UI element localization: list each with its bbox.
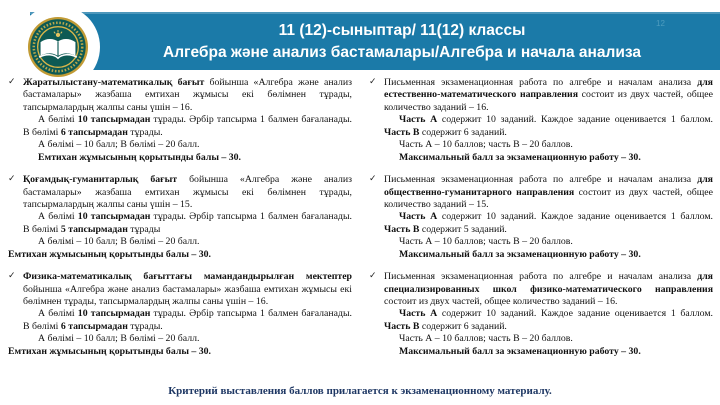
paragraph: Максимальный балл за экзаменационную работу – 30. (399, 248, 641, 260)
slide-title-line1: 11 (12)-сыныптар/ 11(12) классы (278, 22, 526, 39)
paragraph: Физика-математикалық бағыттағы мамандандырылған мектептер бойынша «Алгебра және анализ бастамалары» жазбаша емтихан жұмысы екі бөлімнен тұрады, тапсырмалардың жалпы саны үшін – 16. (23, 271, 352, 307)
header-banner (30, 12, 720, 70)
paragraph: А бөлімі – 10 балл; В бөлімі – 20 балл. (38, 333, 200, 345)
slide-title-line2: Алгебра және анализ бастамалары/Алгебра и начала анализа (163, 44, 641, 61)
paragraph: Часть А содержит 10 заданий. Каждое задание оценивается 1 баллом. Часть В содержит 5 заданий. (384, 211, 713, 235)
paragraph: Письменная экзаменационная работа по алгебре и началам анализа для общественно-гуманитарного направления состоит из двух частей, общее количество заданий – 15. (384, 174, 713, 210)
paragraph: А бөлімі – 10 балл; В бөлімі – 20 балл. (38, 236, 200, 248)
paragraph: Емтихан жұмысының қорытынды балы – 30. (38, 151, 242, 163)
paragraph: Максимальный балл за экзаменационную работу – 30. (399, 151, 641, 163)
check-bullet-icon: ✓ (369, 77, 377, 87)
paragraph: Часть А содержит 10 заданий. Каждое задание оценивается 1 баллом. Часть В содержит 6 заданий. (384, 308, 713, 332)
paragraph: А бөлімі 10 тапсырмадан тұрады. Әрбір тапсырма 1 балмен бағаланады. В бөлімі 6 тапсырмадан тұрады. (23, 308, 352, 332)
paragraph: Часть А – 10 баллов; часть В – 20 баллов. (399, 333, 573, 345)
footer-note: Критерий выставления баллов прилагается к экзаменационному материалу. (168, 385, 552, 397)
text-block (369, 77, 713, 164)
paragraph: Часть А содержит 10 заданий. Каждое задание оценивается 1 баллом. Часть В содержит 6 заданий. (384, 114, 713, 138)
paragraph: Емтихан жұмысының қорытынды балы – 30. (8, 248, 212, 260)
paragraph: А бөлімі – 10 балл; В бөлімі – 20 балл. (38, 139, 200, 151)
check-bullet-icon: ✓ (8, 271, 16, 282)
column-left (8, 77, 352, 368)
open-book-glyph (39, 39, 77, 58)
paragraph: Письменная экзаменационная работа по алгебре и началам анализа для естественно-математического направления состоит из двух частей, общее количество заданий – 16. (384, 77, 713, 113)
text-block (369, 174, 713, 261)
text-block (8, 77, 352, 164)
check-bullet-icon: ✓ (8, 77, 16, 87)
text-block (8, 271, 352, 358)
page-number: 12 (656, 19, 665, 28)
column-right (369, 77, 713, 368)
paragraph: Қоғамдық-гуманитарлық бағыт бойынша «Алгебра және анализ бастамалары» жазбаша емтихан жұмысы екі бөлімнен тұрады, тапсырмалардың жалпы саны үшін – 15. (23, 174, 352, 210)
paragraph: Емтихан жұмысының қорытынды балы – 30. (8, 345, 212, 357)
paragraph: Часть А – 10 баллов; часть В – 20 баллов. (399, 236, 573, 248)
check-bullet-icon: ✓ (369, 174, 377, 185)
check-bullet-icon: ✓ (369, 271, 377, 282)
text-block (8, 174, 352, 261)
header-titles (90, 14, 714, 70)
check-bullet-icon: ✓ (8, 174, 16, 185)
paragraph: А бөлімі 10 тапсырмадан тұрады. Әрбір тапсырма 1 балмен бағаланады. В бөлімі 5 тапсырмадан тұрады (23, 211, 352, 235)
paragraph: Максимальный балл за экзаменационную работу – 30. (399, 345, 641, 357)
paragraph: А бөлімі 10 тапсырмадан тұрады. Әрбір тапсырма 1 балмен бағаланады. В бөлімі 6 тапсырмадан тұрады. (23, 114, 352, 138)
open-book-emblem-icon (27, 16, 89, 78)
slide-body (8, 77, 713, 368)
paragraph: Часть А – 10 баллов; часть В – 20 баллов. (399, 139, 573, 151)
paragraph: Письменная экзаменационная работа по алгебре и началам анализа для специализированных школ физико-математического направления состоит из двух частей, общее количество заданий – 16. (384, 271, 713, 307)
paragraph: Жаратылыстану-математикалық бағыт бойынша «Алгебра және анализ бастамалары» жазбаша емтихан жұмысы екі бөлімнен тұрады, тапсырмалардың жалпы саны үшін – 16. (23, 77, 352, 113)
text-block (369, 271, 713, 358)
